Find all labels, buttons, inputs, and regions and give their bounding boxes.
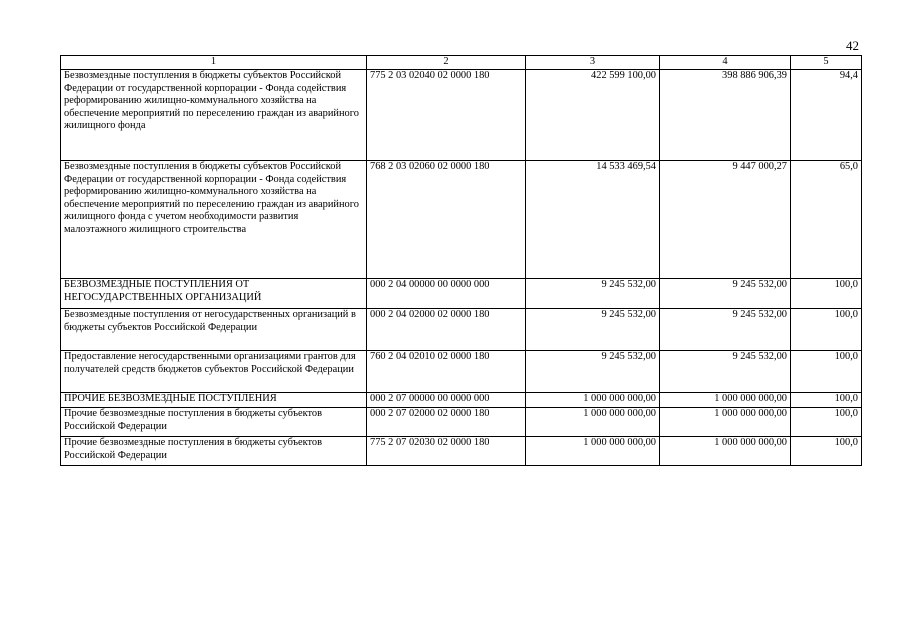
execution-percent: 100,0 [791, 393, 862, 408]
executed-amount: 9 245 532,00 [660, 309, 791, 351]
revenue-name: Предоставление негосударственными организациями грантов для получателей средств бюджетов субъектов Российской Федерации [61, 351, 367, 393]
column-header: 5 [791, 56, 862, 70]
page-number: 42 [846, 38, 859, 53]
planned-amount: 1 000 000 000,00 [526, 437, 660, 466]
budget-code: 775 2 07 02030 02 0000 180 [367, 437, 526, 466]
executed-amount: 9 447 000,27 [660, 161, 791, 279]
table-row [61, 309, 862, 351]
revenue-name: ПРОЧИЕ БЕЗВОЗМЕЗДНЫЕ ПОСТУПЛЕНИЯ [61, 393, 367, 408]
execution-percent: 94,4 [791, 70, 862, 161]
column-header: 4 [660, 56, 791, 70]
execution-percent: 100,0 [791, 437, 862, 466]
table-row [61, 437, 862, 466]
budget-revenue-table [60, 55, 862, 466]
revenue-name: Прочие безвозмездные поступления в бюджеты субъектов Российской Федерации [61, 437, 367, 466]
executed-amount: 1 000 000 000,00 [660, 437, 791, 466]
executed-amount: 1 000 000 000,00 [660, 393, 791, 408]
budget-code: 768 2 03 02060 02 0000 180 [367, 161, 526, 279]
executed-amount: 9 245 532,00 [660, 351, 791, 393]
revenue-name: Безвозмездные поступления в бюджеты субъектов Российской Федерации от государственной корпорации - Фонда содействия реформированию жилищно-коммунального хозяйства на обеспечение мероприятий по переселению граждан из аварийного жилищного фонда с учетом необходимости развития малоэтажного жилищного строительства [61, 161, 367, 279]
planned-amount: 9 245 532,00 [526, 351, 660, 393]
column-header: 2 [367, 56, 526, 70]
executed-amount: 9 245 532,00 [660, 279, 791, 309]
revenue-name: Безвозмездные поступления от негосударственных организаций в бюджеты субъектов Российской Федерации [61, 309, 367, 351]
executed-amount: 398 886 906,39 [660, 70, 791, 161]
budget-code: 775 2 03 02040 02 0000 180 [367, 70, 526, 161]
planned-amount: 1 000 000 000,00 [526, 408, 660, 437]
budget-code: 760 2 04 02010 02 0000 180 [367, 351, 526, 393]
executed-amount: 1 000 000 000,00 [660, 408, 791, 437]
table-row [61, 70, 862, 161]
budget-code: 000 2 04 00000 00 0000 000 [367, 279, 526, 309]
table-row [61, 408, 862, 437]
revenue-name: Прочие безвозмездные поступления в бюджеты субъектов Российской Федерации [61, 408, 367, 437]
table-row [61, 393, 862, 408]
execution-percent: 100,0 [791, 279, 862, 309]
planned-amount: 9 245 532,00 [526, 279, 660, 309]
execution-percent: 100,0 [791, 309, 862, 351]
table-row [61, 279, 862, 309]
planned-amount: 9 245 532,00 [526, 309, 660, 351]
column-header: 3 [526, 56, 660, 70]
column-header: 1 [61, 56, 367, 70]
planned-amount: 14 533 469,54 [526, 161, 660, 279]
column-header-row [61, 56, 862, 70]
revenue-name: Безвозмездные поступления в бюджеты субъектов Российской Федерации от государственной корпорации - Фонда содействия реформированию жилищно-коммунального хозяйства на обеспечение мероприятий по переселению граждан из аварийного жилищного фонда [61, 70, 367, 161]
planned-amount: 1 000 000 000,00 [526, 393, 660, 408]
execution-percent: 100,0 [791, 351, 862, 393]
execution-percent: 65,0 [791, 161, 862, 279]
revenue-name: БЕЗВОЗМЕЗДНЫЕ ПОСТУПЛЕНИЯ ОТ НЕГОСУДАРСТВЕННЫХ ОРГАНИЗАЦИЙ [61, 279, 367, 309]
budget-code: 000 2 07 00000 00 0000 000 [367, 393, 526, 408]
execution-percent: 100,0 [791, 408, 862, 437]
planned-amount: 422 599 100,00 [526, 70, 660, 161]
budget-code: 000 2 07 02000 02 0000 180 [367, 408, 526, 437]
budget-code: 000 2 04 02000 02 0000 180 [367, 309, 526, 351]
table-row [61, 351, 862, 393]
table-row [61, 161, 862, 279]
